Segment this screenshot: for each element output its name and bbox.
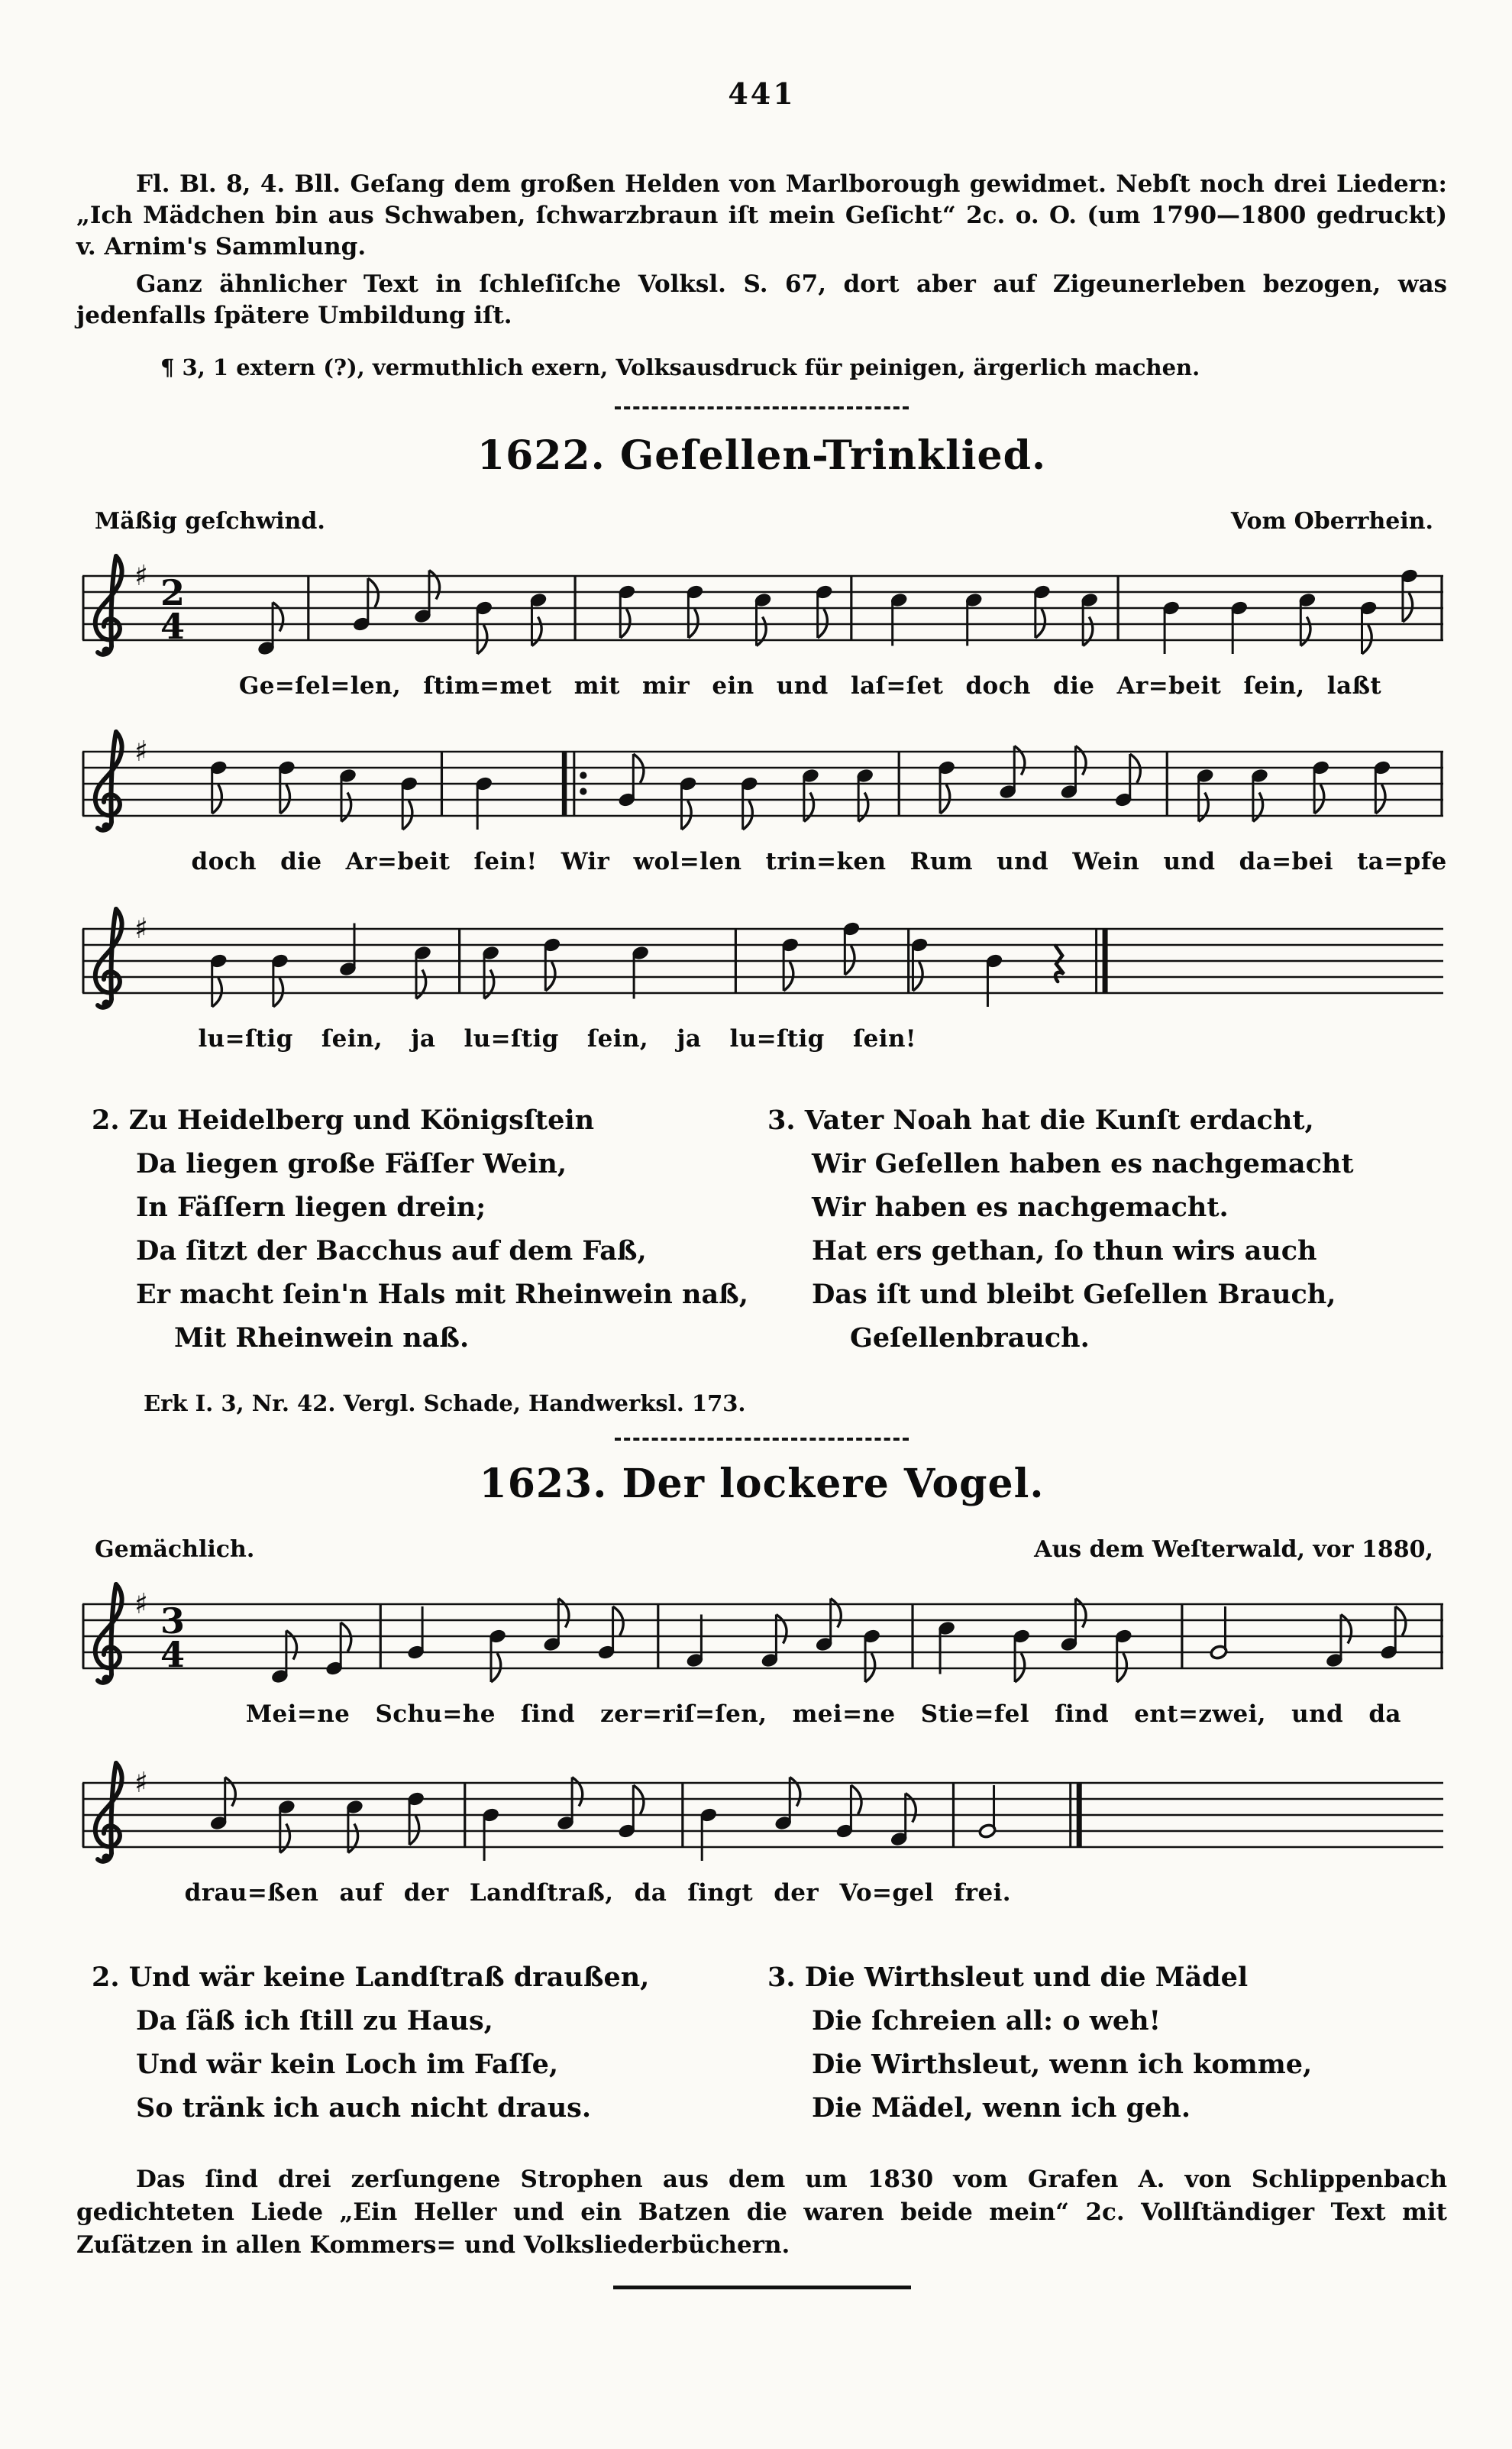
music-staff-1623-1 — [76, 1569, 1447, 1734]
staff-lyrics: drau=ßen auf der Landſtraß, da ſingt der Vo=gel frei. — [184, 1879, 1011, 1907]
eighth-flag-icon — [858, 793, 868, 822]
verse-column-3b — [767, 1956, 1447, 2130]
music-staff-1622-3 — [76, 894, 1447, 1059]
svg-text:4: 4 — [160, 606, 186, 647]
origin-marking-1623: Aus dem Weſterwald, vor 1880, — [1034, 1536, 1433, 1563]
tempo-marking-1623: Gemächlich. — [95, 1536, 255, 1563]
staff-lyrics: lu=ſtig ſein, ja lu=ſtig ſein, ja lu=ſtig ſein! — [198, 1025, 916, 1053]
song-title-1622: 1622. Geſellen-Trinklied. — [477, 432, 1047, 479]
svg-text:2: 2 — [160, 572, 186, 613]
eighth-flag-icon — [531, 617, 541, 646]
tempo-row-1623 — [76, 1536, 1447, 1563]
verse-column-3 — [767, 1098, 1447, 1360]
verse-line: Die ſchreien all: o weh! — [812, 2005, 1161, 2037]
eighth-flag-icon — [1075, 1599, 1086, 1628]
svg-text:4: 4 — [160, 1634, 186, 1675]
eighth-flag-icon — [831, 1599, 842, 1628]
verses-1623 — [76, 1956, 1447, 2130]
verse-line: Geſellenbrauch. — [850, 1322, 1090, 1354]
verse-line: 2. Und wär keine Landſtraß draußen, — [92, 1962, 650, 1993]
music-staff-1622-1 — [76, 541, 1447, 706]
tempo-marking-1622: Mäßig geſchwind. — [95, 508, 325, 535]
eighth-flag-icon — [280, 1824, 290, 1853]
eighth-flag-icon — [804, 793, 814, 822]
end-rule — [613, 2286, 911, 2289]
eighth-flag-icon — [416, 970, 426, 999]
eighth-flag-icon — [1075, 746, 1086, 775]
staff-lyrics: doch die Ar=beit ſein! Wir wol=len trin=ken Rum und Wein und da=bei ta=pfer — [191, 848, 1447, 875]
eighth-flag-icon — [1253, 793, 1263, 822]
verse-column-2 — [76, 1098, 767, 1360]
eighth-flag-icon — [906, 1794, 916, 1823]
sharp-icon: ♯ — [134, 559, 148, 592]
eighth-flag-icon — [1341, 1615, 1352, 1644]
verse-line: Wir Geſellen haben es nachgemacht — [812, 1148, 1354, 1179]
eighth-flag-icon — [348, 1824, 358, 1853]
eighth-flag-icon — [1199, 793, 1209, 822]
intro-paragraph-1: Fl. Bl. 8, 4. Bll. Geſang dem großen Helden von Marlborough gewidmet. Nebſt noch drei Liedern: „Ich Mädchen bin aus Schwaben, ſchwarzbraun iſt mein Geſicht“ 2c. o. O. (um 1790—1800 gedruckt) v. Arnim's Sammlung. — [76, 170, 1447, 260]
eighth-flag-icon — [572, 1778, 583, 1807]
eighth-flag-icon — [558, 1599, 569, 1628]
verse-line: Er macht ſein'n Hals mit Rheinwein naß, — [136, 1279, 748, 1310]
origin-marking-1622: Vom Oberrhein. — [1230, 508, 1433, 535]
sharp-icon: ♯ — [134, 1766, 148, 1799]
verse-line: So tränk ich auch nicht draus. — [136, 2092, 592, 2124]
verse-line: Die Wirthsleut, wenn ich komme, — [812, 2049, 1313, 2080]
eighth-flag-icon — [776, 1615, 787, 1644]
staff-lyrics: Ge=ſel=len, ſtim=met mit mir ein und laſ=ſet doch die Ar=beit ſein, laßt — [238, 672, 1382, 700]
music-staff-1623-2 — [76, 1748, 1447, 1913]
verse-line: Mit Rheinwein naß. — [174, 1322, 470, 1354]
page-number: 441 — [728, 76, 796, 111]
section-divider-2 — [615, 1438, 909, 1441]
sharp-icon: ♯ — [134, 735, 148, 768]
svg-text:3: 3 — [160, 1600, 186, 1642]
footnote-extern: ¶ 3, 1 extern (?), vermuthlich exern, Volksausdruck für peinigen, ärgerlich machen. — [160, 354, 1200, 380]
music-staff-1622-2 — [76, 717, 1447, 882]
verses-1622 — [76, 1098, 1447, 1360]
eighth-flag-icon — [1014, 746, 1025, 775]
eighth-flag-icon — [286, 1631, 297, 1660]
verse-column-2b — [76, 1956, 767, 2130]
verse-line: Da liegen große Fäſſer Wein, — [136, 1148, 567, 1179]
source-reference: Erk I. 3, Nr. 42. Vergl. Schade, Handwerksl. 173. — [144, 1390, 746, 1416]
verse-line: Da ſäß ich ſtill zu Haus, — [136, 2005, 493, 2037]
eighth-flag-icon — [1300, 617, 1310, 646]
sharp-icon: ♯ — [134, 912, 148, 945]
eighth-flag-icon — [225, 1778, 236, 1807]
verse-line: Die Mädel, wenn ich geh. — [812, 2092, 1191, 2124]
verse-line: In Fäſſern liegen drein; — [136, 1192, 486, 1223]
section-divider — [615, 406, 909, 409]
staff-lyrics: Mei=ne Schu=he ſind zer=riſ=ſen, mei=ne Stie=fel ſind ent=zwei, und da — [245, 1700, 1401, 1728]
verse-line: Das iſt und bleibt Geſellen Brauch, — [812, 1279, 1336, 1310]
eighth-flag-icon — [341, 793, 351, 822]
eighth-flag-icon — [273, 603, 283, 632]
verse-line: Und wär kein Loch im Faſſe, — [136, 2049, 559, 2080]
eighth-flag-icon — [1083, 617, 1093, 646]
verse-line: Wir haben es nachgemacht. — [812, 1192, 1229, 1223]
eighth-flag-icon — [757, 617, 767, 646]
eighth-flag-icon — [429, 571, 440, 600]
verse-line: 2. Zu Heidelberg und Königsſtein — [92, 1105, 595, 1136]
verse-line: 3. Vater Noah hat die Kunſt erdacht, — [767, 1105, 1314, 1136]
eighth-flag-icon — [484, 970, 494, 999]
sharp-icon: ♯ — [134, 1587, 148, 1620]
tempo-row-1622 — [76, 508, 1447, 535]
verse-line: Da ſitzt der Bacchus auf dem Faß, — [136, 1235, 647, 1267]
verse-line: 3. Die Wirthsleut und die Mädel — [767, 1962, 1249, 1993]
eighth-flag-icon — [790, 1778, 800, 1807]
verse-line: Hat ers gethan, ſo thun wirs auch — [812, 1235, 1317, 1267]
intro-paragraph-2: Ganz ähnlicher Text in ſchleſiſche Volksl. S. 67, dort aber auf Zigeunerleben bezogen, was jedenfalls ſpätere Umbildung iſt. — [76, 270, 1447, 329]
closing-note: Das ſind drei zerſungene Strophen aus dem um 1830 vom Grafen A. von Schlippenbach gedichteten Liede „Ein Heller und ein Batzen die waren beide mein“ 2c. Vollſtändiger Text mit Zuſätzen in allen Kommers= und Volksliederbüchern. — [76, 2166, 1447, 2259]
song-title-1623: 1623. Der lockere Vogel. — [479, 1461, 1045, 1507]
